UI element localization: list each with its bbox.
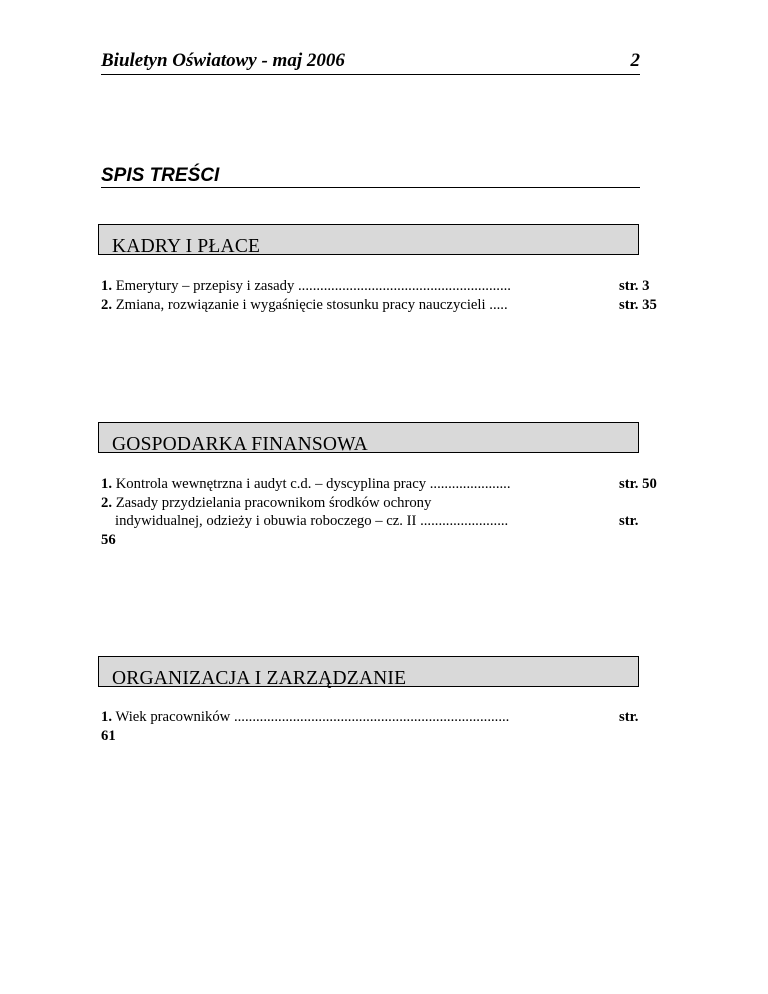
entry-text: Wiek pracowników [115,709,234,725]
toc-entry-page-wrap [101,727,671,746]
section-entries-kadry [101,277,671,314]
page-header [101,50,640,75]
section-entries-gospodarka [101,475,671,549]
entry-text: Emerytury – przepisy i zasady [115,278,298,294]
toc-entry[interactable] [101,296,671,315]
section-header-kadry [98,224,639,255]
entry-page-ref: str. 35 [619,296,657,313]
entry-number: 2. [101,494,113,511]
entry-page-ref: str. 50 [619,476,657,492]
entry-number: 1. [101,476,113,492]
entry-dots: ...................... [429,476,511,492]
entry-number: 2. [101,296,113,313]
toc-entry[interactable] [101,494,671,513]
entry-text: Zmiana, rozwiązanie i wygaśnięcie stosunku pracy nauczycieli [115,296,490,313]
entry-dots: ........................................................................... [233,709,510,725]
toc-entry[interactable] [101,277,671,296]
entry-number: 1. [101,709,113,725]
entry-text: Kontrola wewnętrzna i audyt c.d. – dyscyplina pracy [115,476,430,492]
entry-text: indywidualnej, odzieży i obuwia roboczego – cz. II [115,513,421,529]
entry-number: 1. [101,278,113,294]
entry-page-number: 56 [101,531,116,548]
entry-page-ref: str. [619,709,639,725]
toc-entry-continuation [101,512,671,531]
entry-dots: ..... [489,296,508,313]
toc-entry-page-wrap [101,531,671,550]
page-number: 2 [630,50,640,71]
section-header-organizacja [98,656,639,687]
entry-page-number: 61 [101,727,116,744]
entry-page-ref: str. [619,513,639,529]
section-entries-organizacja [101,708,671,745]
entry-dots: ........................ [420,513,509,529]
bulletin-title: Biuletyn Oświatowy - maj 2006 [101,50,345,71]
toc-entry[interactable] [101,708,671,727]
entry-page-ref: str. 3 [619,278,650,294]
section-title: GOSPODARKA FINANSOWA [112,434,368,455]
toc-title: SPIS TREŚCI [101,165,220,186]
toc-heading [101,165,640,188]
section-title: ORGANIZACJA I ZARZĄDZANIE [112,668,407,689]
section-header-gospodarka [98,422,639,453]
toc-entry[interactable] [101,475,671,494]
section-title: KADRY I PŁACE [112,236,261,257]
entry-dots: .......................................................... [298,278,511,294]
entry-text: Zasady przydzielania pracownikom środków ochrony [115,494,432,511]
